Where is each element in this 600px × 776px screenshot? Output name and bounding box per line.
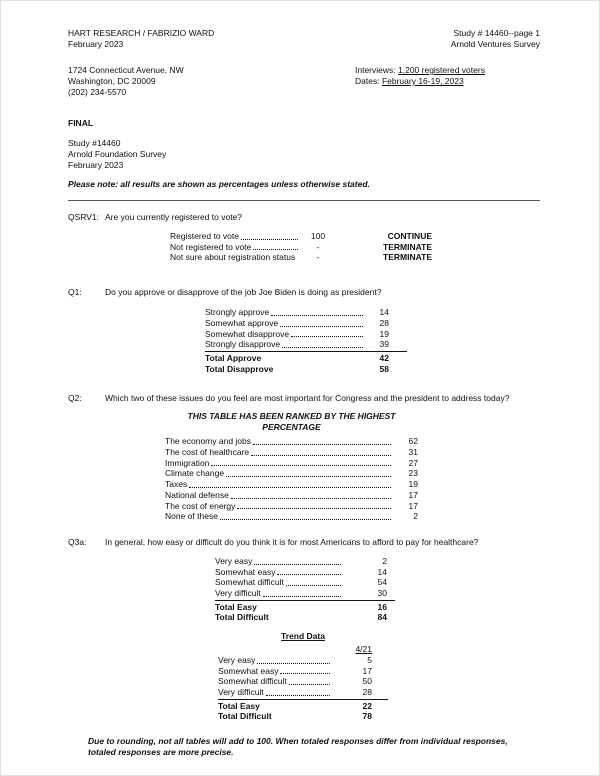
dates-label: Dates:	[355, 76, 380, 86]
trend-column-header: 4/21	[355, 644, 372, 655]
table-row	[215, 556, 395, 567]
question-q2	[68, 393, 540, 522]
question-text: Which two of these issues do you feel are most important for Congress and the president to address today?	[105, 393, 510, 404]
page-header	[68, 28, 540, 50]
table-row	[165, 490, 418, 501]
table-row	[218, 687, 388, 700]
table-row	[215, 567, 395, 578]
dot-leader	[251, 455, 391, 456]
row-label: Somewhat difficult	[218, 676, 287, 687]
table-row	[205, 318, 407, 329]
q2-response-table	[165, 436, 418, 522]
trend-column-header-row	[218, 644, 388, 655]
table-row	[215, 588, 395, 601]
dot-leader	[231, 498, 391, 499]
row-value: 16	[377, 601, 387, 612]
dot-leader	[241, 239, 298, 240]
header-org: HART RESEARCH / FABRIZIO WARD	[68, 28, 215, 38]
dot-leader	[286, 585, 341, 586]
dot-leader	[277, 574, 341, 575]
row-label: Total Easy	[218, 700, 260, 711]
qsrv1-question	[68, 212, 540, 223]
row-value: 50	[362, 676, 372, 687]
row-label: Somewhat disapprove	[205, 328, 290, 339]
row-value: 19	[408, 479, 418, 490]
dot-leader	[289, 684, 330, 685]
row-value: 5	[367, 654, 372, 665]
dot-leader	[282, 347, 363, 348]
table-row	[170, 242, 432, 253]
dot-leader	[237, 508, 391, 509]
header-survey-name: Arnold Ventures Survey	[450, 39, 540, 49]
row-label: National defense	[165, 489, 229, 500]
dot-leader	[220, 519, 391, 520]
row-label: Immigration	[165, 457, 210, 468]
ranked-note: THIS TABLE HAS BEEN RANKED BY THE HIGHEST PERCENTAGE	[187, 411, 396, 433]
row-label: The economy and jobs	[165, 436, 251, 447]
row-label: Total Difficult	[218, 711, 272, 722]
question-q1	[68, 287, 540, 374]
header-right	[451, 28, 540, 50]
trend-data-table	[218, 644, 388, 722]
row-value: 54	[377, 577, 387, 588]
question-text: Are you currently registered to vote?	[105, 212, 243, 222]
row-label: Total Disapprove	[205, 363, 274, 374]
q3a-response-table	[215, 556, 395, 623]
row-action: CONTINUE	[387, 231, 432, 241]
row-value: 84	[377, 612, 387, 623]
trend-data-title: Trend Data	[281, 631, 325, 642]
table-row	[218, 655, 388, 666]
table-row	[165, 479, 418, 490]
question-id: Q3a:	[68, 536, 87, 547]
dot-leader	[226, 476, 391, 477]
results-note: Please note: all results are shown as percentages unless otherwise stated.	[68, 179, 370, 189]
address-line1: 1724 Connecticut Avenue, NW	[68, 65, 184, 75]
table-row	[170, 231, 432, 242]
final-label: FINAL	[68, 118, 94, 128]
total-row	[205, 353, 407, 364]
question-text: In general, how easy or difficult do you think it is for most Americans to afford to pay for healthcare?	[105, 536, 479, 547]
table-row	[165, 436, 418, 447]
dot-leader	[211, 465, 391, 466]
question-id: QSRV1:	[68, 212, 100, 222]
table-row	[215, 577, 395, 588]
row-label: Total Approve	[205, 352, 262, 363]
row-value: 17	[362, 665, 372, 676]
row-label: Somewhat easy	[215, 566, 276, 577]
row-label: Strongly disapprove	[205, 339, 281, 350]
qsrv1-response-table	[170, 231, 432, 263]
interviews-line	[355, 65, 485, 76]
row-label: The cost of healthcare	[165, 447, 250, 458]
row-value: 62	[408, 436, 418, 447]
row-label: Total Difficult	[215, 612, 269, 623]
row-value: 30	[377, 588, 387, 599]
dot-leader	[291, 336, 363, 337]
q1-response-table	[205, 307, 407, 374]
contact-row	[68, 65, 540, 98]
total-row	[218, 701, 388, 712]
row-value: 17	[408, 500, 418, 511]
dot-leader	[266, 695, 330, 696]
row-label: Strongly approve	[205, 307, 270, 318]
header-study-page: Study # 14460--page 1	[453, 28, 540, 38]
row-value: 19	[379, 328, 389, 339]
study-block	[68, 138, 540, 171]
row-value: 2	[413, 511, 418, 522]
row-value: 22	[362, 700, 372, 711]
total-row	[218, 711, 388, 722]
dot-leader	[253, 444, 391, 445]
dot-leader	[271, 315, 363, 316]
q3a-question	[68, 537, 540, 548]
question-q3a	[68, 537, 540, 722]
dates-value: February 16-19, 2023	[381, 76, 464, 86]
table-row	[165, 458, 418, 469]
table-row	[218, 676, 388, 687]
row-value: 14	[379, 307, 389, 318]
row-value: 78	[362, 711, 372, 722]
row-label: Total Easy	[215, 601, 257, 612]
table-row	[165, 501, 418, 512]
table-row	[165, 468, 418, 479]
row-value: -	[316, 241, 320, 252]
question-id: Q1:	[68, 287, 82, 298]
table-row	[205, 329, 407, 340]
survey-name: Arnold Foundation Survey	[68, 149, 167, 159]
interviews-label: Interviews:	[355, 65, 396, 75]
row-label: Climate change	[165, 468, 225, 479]
row-value: 42	[379, 352, 389, 363]
total-row	[205, 364, 407, 375]
row-label: Not sure about registration status	[170, 252, 296, 263]
row-label: Not registered to vote	[170, 241, 252, 252]
table-row	[165, 511, 418, 522]
dot-leader	[254, 564, 341, 565]
total-row	[215, 602, 395, 613]
fieldwork-block	[355, 65, 485, 87]
row-value: 27	[408, 457, 418, 468]
row-value: 39	[379, 339, 389, 350]
table-row	[170, 252, 432, 263]
row-value: -	[316, 252, 320, 263]
dot-leader	[189, 487, 391, 488]
rounding-note-line1: Due to rounding, not all tables will add to 100. When totaled responses differ from individual responses,	[88, 736, 508, 747]
row-label: The cost of energy	[165, 500, 236, 511]
row-value: 2	[382, 555, 387, 566]
total-row	[215, 612, 395, 623]
rounding-note-line2: totaled responses are more precise.	[88, 747, 234, 758]
rounding-note	[88, 736, 538, 758]
row-value: 31	[408, 447, 418, 458]
dates-line	[355, 76, 485, 87]
header-org-date: February 2023	[68, 39, 124, 49]
table-row	[165, 447, 418, 458]
dot-leader	[280, 326, 363, 327]
row-value: 58	[379, 363, 389, 374]
table-row	[205, 307, 407, 318]
row-label: Somewhat easy	[218, 665, 279, 676]
dot-leader	[263, 596, 341, 597]
row-label: Very easy	[215, 555, 253, 566]
row-value: 23	[408, 468, 418, 479]
header-left	[68, 28, 214, 50]
dot-leader	[253, 249, 298, 250]
table-row	[205, 339, 407, 352]
row-label: Very easy	[218, 654, 256, 665]
row-value: 14	[377, 566, 387, 577]
interviews-value: 1,200 registered voters	[398, 65, 485, 75]
row-value: 17	[408, 489, 418, 500]
q2-question	[68, 393, 540, 404]
row-label: Somewhat approve	[205, 317, 279, 328]
row-label: Very difficult	[215, 588, 261, 599]
question-id: Q2:	[68, 393, 82, 404]
question-text: Do you approve or disapprove of the job Joe Biden is doing as president?	[105, 287, 382, 298]
dot-leader	[280, 673, 330, 674]
study-number: Study #14460	[68, 138, 121, 148]
address-line2: Washington, DC 20009	[68, 76, 156, 86]
separator-line	[68, 200, 540, 201]
row-action: TERMINATE	[383, 241, 432, 252]
row-value: 28	[379, 317, 389, 328]
dot-leader	[257, 663, 330, 664]
row-label: Taxes	[165, 479, 188, 490]
question-qsrv1	[68, 212, 540, 263]
row-value: 28	[362, 686, 372, 697]
trend-data-block	[218, 631, 388, 722]
table-row	[218, 666, 388, 677]
row-label: None of these	[165, 511, 218, 522]
row-label: Somewhat difficult	[215, 577, 284, 588]
row-value: 100	[310, 231, 326, 241]
row-label: Registered to vote	[170, 231, 239, 241]
q1-question	[68, 287, 540, 298]
study-date: February 2023	[68, 160, 124, 170]
phone-number: (202) 234-5570	[68, 87, 127, 97]
row-label: Very difficult	[218, 686, 264, 697]
row-action: TERMINATE	[383, 252, 432, 263]
